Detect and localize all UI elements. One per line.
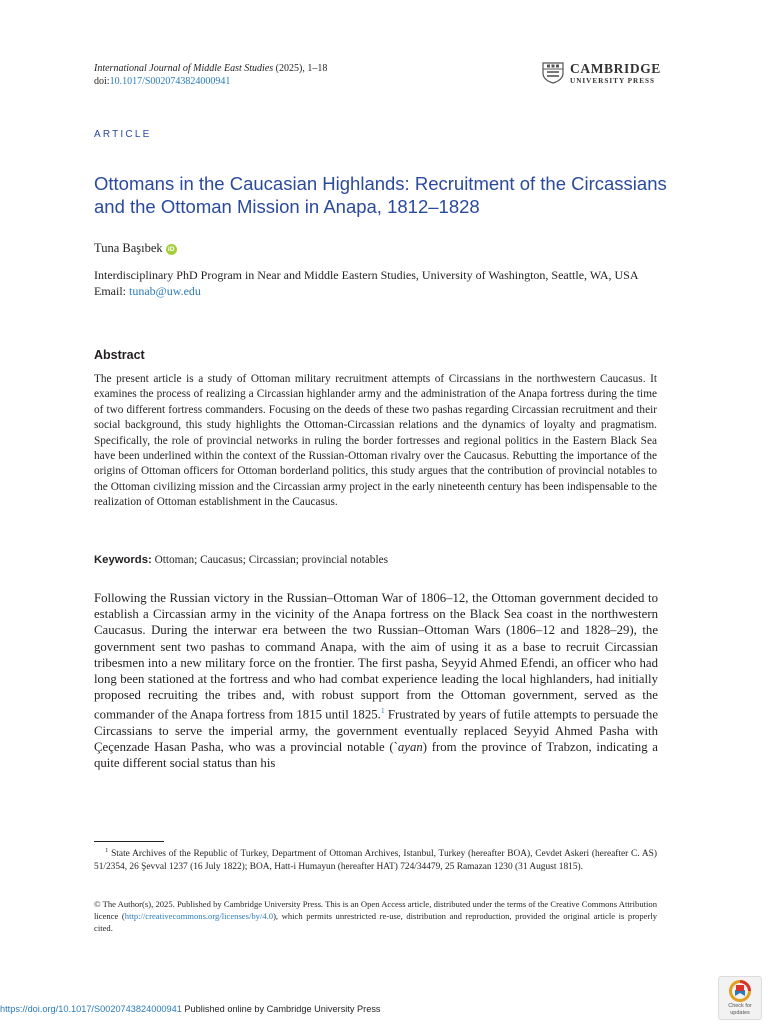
footnote-ref[interactable]: 1 — [380, 706, 385, 716]
footnote-text: State Archives of the Republic of Turkey, Department of Ottoman Archives, Istanbul, Turkey (hereafter BOA), Cevdet Askeri (hereafter C. AS) 51/2354, 26 Şevval 1237 (16 July 1822); BOA, Hatt-i Humayun (hereafter HAT) 724/34479, 25 Ramazan 1230 (31 August 1815). — [94, 849, 657, 873]
check-updates-line1: Check for — [728, 1003, 752, 1009]
check-updates-label — [719, 1003, 761, 1016]
cambridge-shield-icon — [541, 62, 565, 84]
body-paragraph — [94, 590, 658, 772]
journal-citation — [94, 62, 327, 75]
check-updates-icon — [728, 980, 752, 1002]
affiliation-text: Interdisciplinary PhD Program in Near and Middle Eastern Studies, University of Washington, Seattle, WA, USA — [94, 268, 639, 282]
footnote-divider — [94, 841, 164, 842]
email-label: Email: — [94, 283, 129, 298]
check-for-updates-button[interactable] — [718, 976, 762, 1020]
bottom-doi-link[interactable]: https://doi.org/10.1017/S0020743824000941 — [0, 1004, 182, 1014]
keywords-line — [94, 554, 388, 566]
publisher-name: CAMBRIDGE — [570, 61, 661, 76]
journal-name: International Journal of Middle East Studies — [94, 63, 274, 74]
author-name: Tuna Başıbek — [94, 241, 163, 255]
orcid-icon[interactable]: iD — [166, 244, 177, 255]
article-title: Ottomans in the Caucasian Highlands: Recruitment of the Circassians and the Ottoman Mission in Anapa, 1812–1828 — [94, 173, 667, 217]
article-type-label: ARTICLE — [94, 129, 152, 140]
abstract-text: The present article is a study of Ottoman military recruitment attempts of Circassians in the northwestern Caucasus. It examines the process of realizing a Circassian highlander army and the administration of the Anapa fortress during the time of two different fortress commanders. Focusing on the deeds of these two pashas regarding Circassian recruitment and their social background, this study highlights the Ottoman-Circassian relations and the dynamics of loyalty and pragmatism. Specifically, the role of provincial networks in ruling the border fortresses and regional politics in the Eastern Black Sea have been underlined within the context of the Russian-Ottoman rivalry over the Caucasus. Rebutting the importance of the origins of Ottoman officers for Ottoman borderland politics, this study argues that the contribution of provincial notables to the Ottoman civilizing mission and the Circassian army project in the early nineteenth century has been indispensable to the realization of Ottoman establishment in the Caucasus. — [94, 373, 657, 509]
license-notice — [94, 898, 657, 934]
affiliation-block — [94, 268, 659, 299]
email-link[interactable]: tunab@uw.edu — [129, 283, 201, 298]
author-line — [94, 241, 177, 256]
keywords-label: Keywords: — [94, 554, 152, 566]
body-text-part3: ) from the province of Trabzon, indicating a quite different social status than his — [94, 740, 658, 771]
doi-line — [94, 75, 327, 88]
doi-prefix: doi: — [94, 76, 110, 87]
license-link[interactable]: http://creativecommons.org/licenses/by/4.0 — [124, 911, 274, 921]
license-text-part2: ), which permits unrestricted re-use, distribution and reproduction, provided the original article is properly cited. — [94, 911, 658, 933]
published-online-text: Published online by Cambridge University Press — [181, 1004, 381, 1014]
journal-meta: (2025), 1–18 — [273, 63, 328, 74]
bottom-bar — [0, 1004, 381, 1014]
publisher-subtitle: UNIVERSITY PRESS — [570, 77, 656, 85]
body-text-part2: Frustrated by years of futile attempts to persuade the Circassians to serve the imperial army, the government eventually replaced Seyyid Ahmed Pasha with Çeçenzade Hasan Pasha, who was a provincial notable (` — [94, 707, 658, 755]
footnote — [94, 844, 657, 874]
body-text-part1: Following the Russian victory in the Russian–Ottoman War of 1806–12, the Ottoman government decided to establish a Circassian army in the vicinity of the Anapa fortress on the Black Sea coast in the northwestern Caucasus. During the interwar era between the two Russian–Ottoman Wars (1806–12 and 1828–29), the government sent two pashas to command Anapa, with the aim of using it as a base to recruit Circassian tribesmen into a new military force on the frontier. The first pasha, Seyyid Ahmed Efendi, an officer who had long been stationed at the fortress and who had combat experience leading the local highlanders, had initially proposed recruiting the tribes and, with robust support from the Ottoman government, served as the commander of the Anapa fortress from 1815 until 1825. — [94, 591, 658, 722]
license-text-part1: © The Author(s), 2025. Published by Cambridge University Press. This is an Open Access article, distributed under the terms of the Creative Commons Attribution licence ( — [94, 899, 657, 921]
check-updates-line2: updates — [730, 1009, 750, 1016]
body-italic-term: ayan — [397, 740, 423, 755]
keywords-text: Ottoman; Caucasus; Circassian; provincial notables — [151, 554, 389, 566]
abstract-heading: Abstract — [94, 348, 145, 362]
journal-header — [94, 62, 327, 88]
footnote-number: 1 — [105, 847, 109, 854]
doi-link[interactable]: 10.1017/S0020743824000941 — [109, 76, 231, 87]
email-line — [94, 284, 659, 300]
